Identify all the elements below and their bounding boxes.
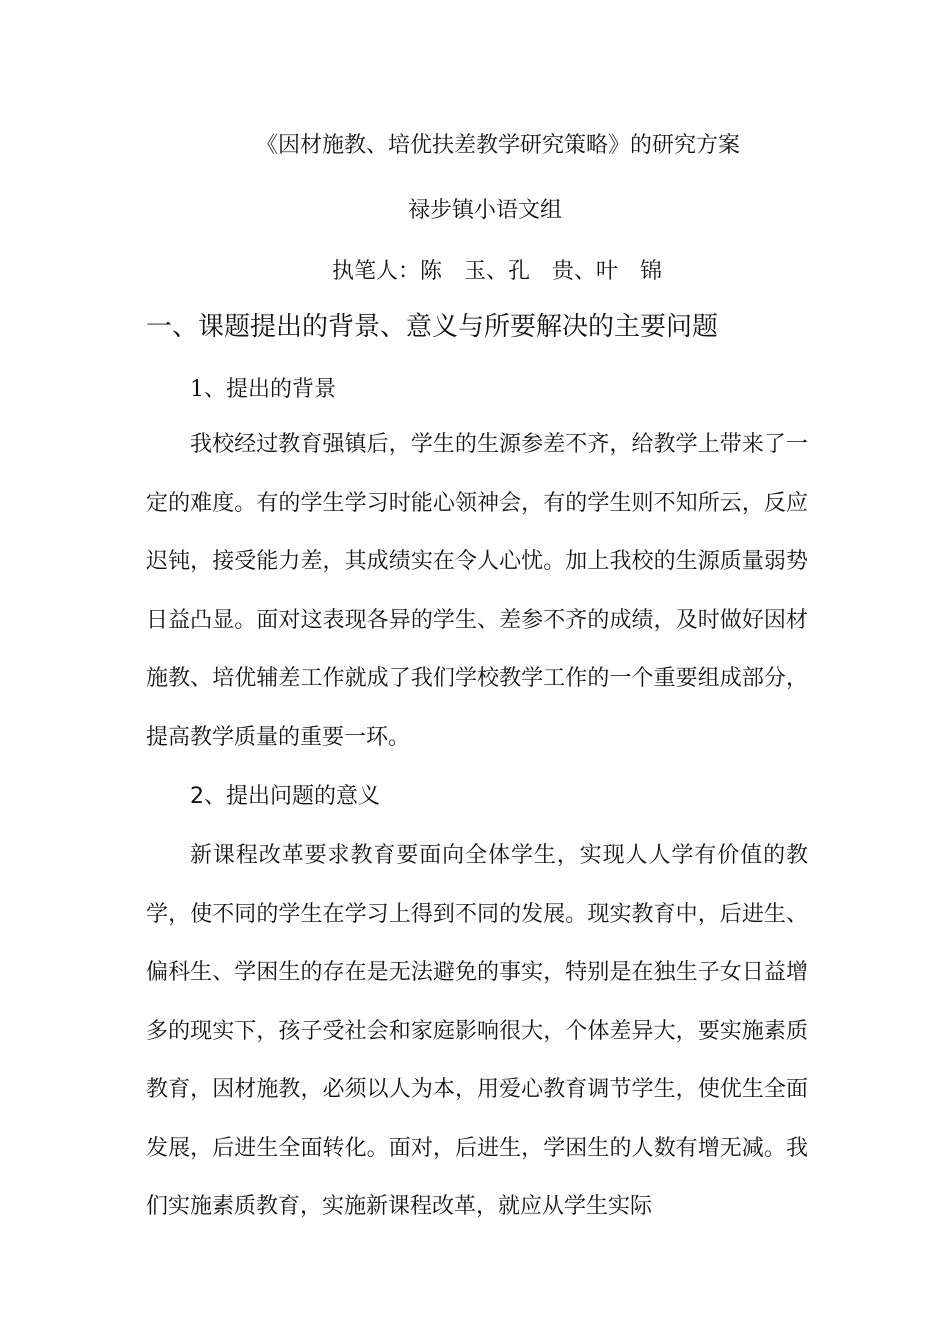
- subsection-heading-significance: 2、提出问题的意义: [190, 784, 380, 809]
- document-authors: 执笔人：陈 玉、孔 贵、叶 锦: [331, 259, 662, 284]
- document-group: 禄步镇小语文组: [407, 198, 562, 223]
- section-heading: 一、课题提出的背景、意义与所要解决的主要问题: [146, 312, 719, 342]
- subsection-heading-background: 1、提出的背景: [190, 377, 336, 402]
- paragraph-significance: 新课程改革要求教育要面向全体学生，实现人人学有价值的教学，使不同的学生在学习上得到不同的发展。现实教育中，后进生、偏科生、学困生的存在是无法避免的事实，特别是在独生子女日益增多的现实下，孩子受社会和家庭影响很大，个体差异大，要实施素质教育，因材施教，必须以人为本，用爱心教育调节学生，使优生全面发展，后进生全面转化。面对，后进生，学困生的人数有增无减。我们实施素质教育，实施新课程改革，就应从学生实际: [146, 843, 808, 1219]
- paragraph-background: 我校经过教育强镇后，学生的生源参差不齐，给教学上带来了一定的难度。有的学生学习时能心领神会，有的学生则不知所云，反应迟钝，接受能力差，其成绩实在令人心忧。加上我校的生源质量弱势日益凸显。面对这表现各异的学生、差参不齐的成绩，及时做好因材施教、培优辅差工作就成了我们学校教学工作的一个重要组成部分，提高教学质量的重要一环。: [146, 432, 808, 750]
- document-title: 《因材施教、培优扶差教学研究策略》的研究方案: [255, 133, 740, 158]
